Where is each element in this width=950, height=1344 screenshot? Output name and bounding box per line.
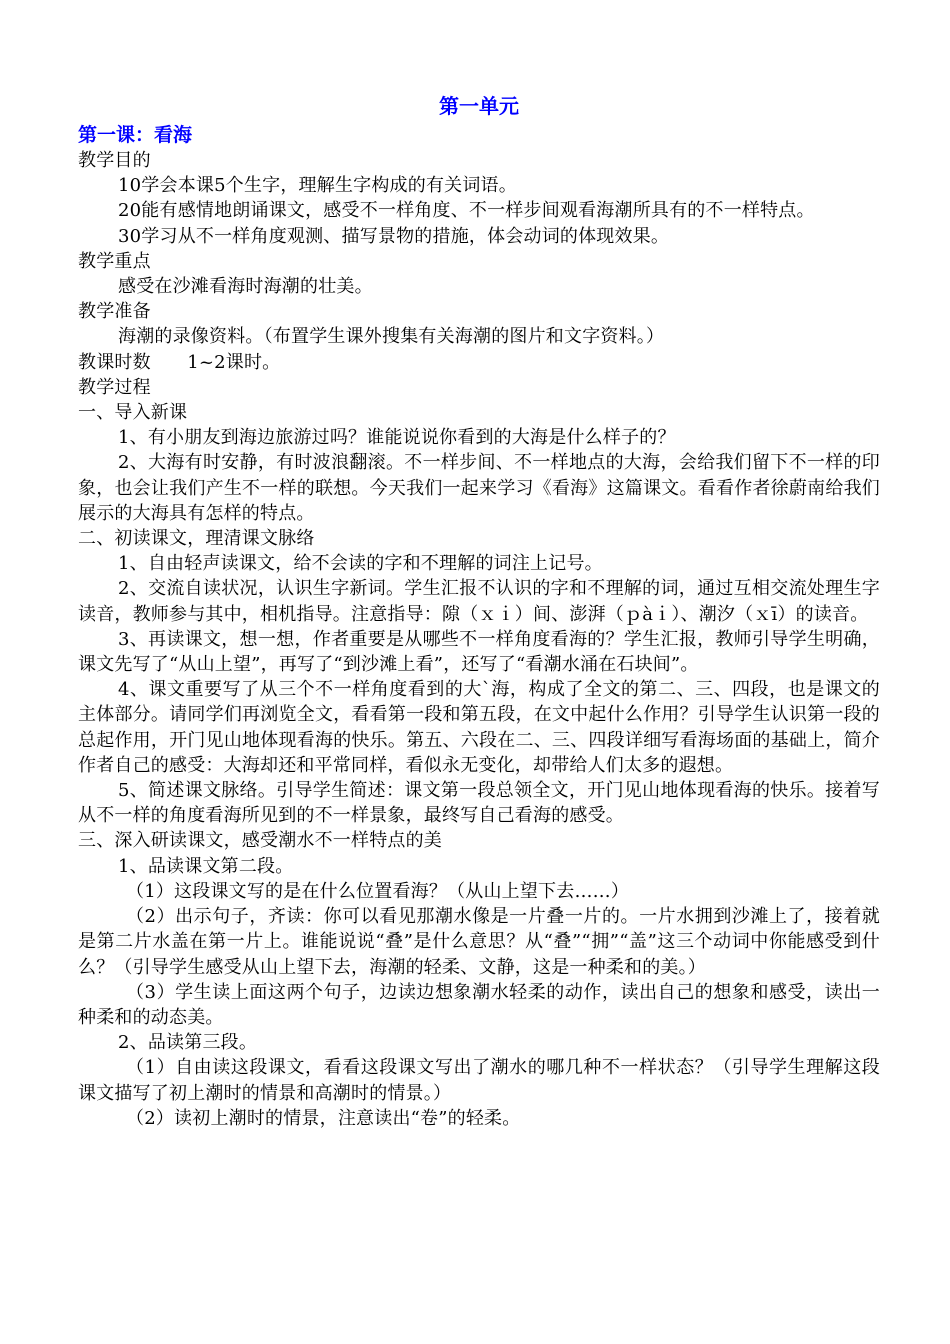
paragraph: （1）自由读这段课文，看看这段课文写出了潮水的哪几种不一样状态？（引导学生理解这段课文描写了初上潮时的情景和高潮时的情景。）	[78, 1057, 880, 1104]
paragraph: 10学会本课5个生字，理解生字构成的有关词语。	[118, 175, 517, 197]
section-heading: 三、深入研读课文，感受潮水不一样特点的美	[78, 830, 442, 852]
paragraph: （3）学生读上面这两个句子，边读边想象潮水轻柔的动作，读出自己的想象和感受，读出一种柔和的动态美。	[78, 981, 880, 1028]
section-heading: 教学过程	[78, 376, 151, 398]
paragraph: 感受在沙滩看海时海潮的壮美。	[118, 276, 373, 298]
section-heading: 教学准备	[78, 301, 151, 323]
paragraph: 30学习从不一样角度观测、描写景物的措施，体会动词的体现效果。	[118, 225, 670, 247]
unit-title: 第一单元	[439, 94, 519, 118]
paragraph: 1、品读课文第二段。	[118, 855, 294, 877]
paragraph: 2、品读第三段。	[118, 1032, 258, 1054]
section-heading: 教课时数 1~2课时。	[78, 351, 281, 373]
section-heading: 教学重点	[78, 250, 151, 272]
paragraph: 3、再读课文，想一想，作者重要是从哪些不一样角度看海的？学生汇报，教师引导学生明确，课文先写了“从山上望”，再写了“到沙滩上看”，还写了“看潮水涌在石块间”。	[78, 628, 880, 676]
paragraph: 海潮的录像资料。（布置学生课外搜集有关海潮的图片和文字资料。）	[118, 326, 665, 348]
paragraph: 2、交流自读状况，认识生字新词。学生汇报不认识的字和不理解的词，通过互相交流处理生字读音，教师参与其中，相机指导。注意指导：隙（ｘｉ）间、澎湃（ｐàｉ）、潮汐（ｘī）的读音。	[78, 578, 880, 625]
section-heading: 二、初读课文，理清课文脉络	[78, 528, 315, 550]
paragraph: （1）这段课文写的是在什么位置看海？（从山上望下去……）	[126, 880, 630, 902]
paragraph: 2、大海有时安静，有时波浪翻滚。不一样步间、不一样地点的大海，会给我们留下不一样的印象，也会让我们产生不一样的联想。今天我们一起来学习《看海》这篇课文。看看作者徐蔚南给我们展示的大海具有怎样的特点。	[78, 452, 880, 524]
paragraph: 5、简述课文脉络。引导学生简述：课文第一段总领全文，开门见山地体现看海的快乐。接着写从不一样的角度看海所见到的不一样景象，最终写自己看海的感受。	[78, 780, 880, 827]
paragraph: 20能有感情地朗诵课文，感受不一样角度、不一样步间观看海潮所具有的不一样特点。	[118, 200, 815, 222]
paragraph: （2）读初上潮时的情景，注意读出“卷”的轻柔。	[126, 1107, 521, 1129]
paragraph: 1、自由轻声读课文，给不会读的字和不理解的词注上记号。	[118, 553, 603, 575]
paragraph: （2）出示句子，齐读：你可以看见那潮水像是一片叠一片的。一片水拥到沙滩上了，接着就是第二片水盖在第一片上。谁能说说“叠”是什么意思？从“叠”“拥”“盖”这三个动词中你能感受到什么？（引导学生感受从山上望下去，海潮的轻柔、文静，这是一种柔和的美。）	[78, 906, 880, 978]
paragraph: 1、有小朋友到海边旅游过吗？谁能说说你看到的大海是什么样子的？	[118, 427, 676, 449]
document-body	[78, 148, 880, 1131]
lesson-title: 第一课：看海	[78, 124, 193, 146]
paragraph: 4、课文重要写了从三个不一样角度看到的大`海，构成了全文的第二、三、四段，也是课文的主体部分。请同学们再浏览全文，看看第一段和第五段，在文中起什么作用？引导学生认识第一段的总起作用，开门见山地体现看海的快乐。第五、六段在二、三、四段详细写看海场面的基础上，简介作者自己的感受：大海却还和平常同样，看似永无变化，却带给人们太多的遐想。	[78, 679, 880, 776]
section-heading: 一、导入新课	[78, 402, 188, 424]
section-heading: 教学目的	[78, 150, 151, 171]
